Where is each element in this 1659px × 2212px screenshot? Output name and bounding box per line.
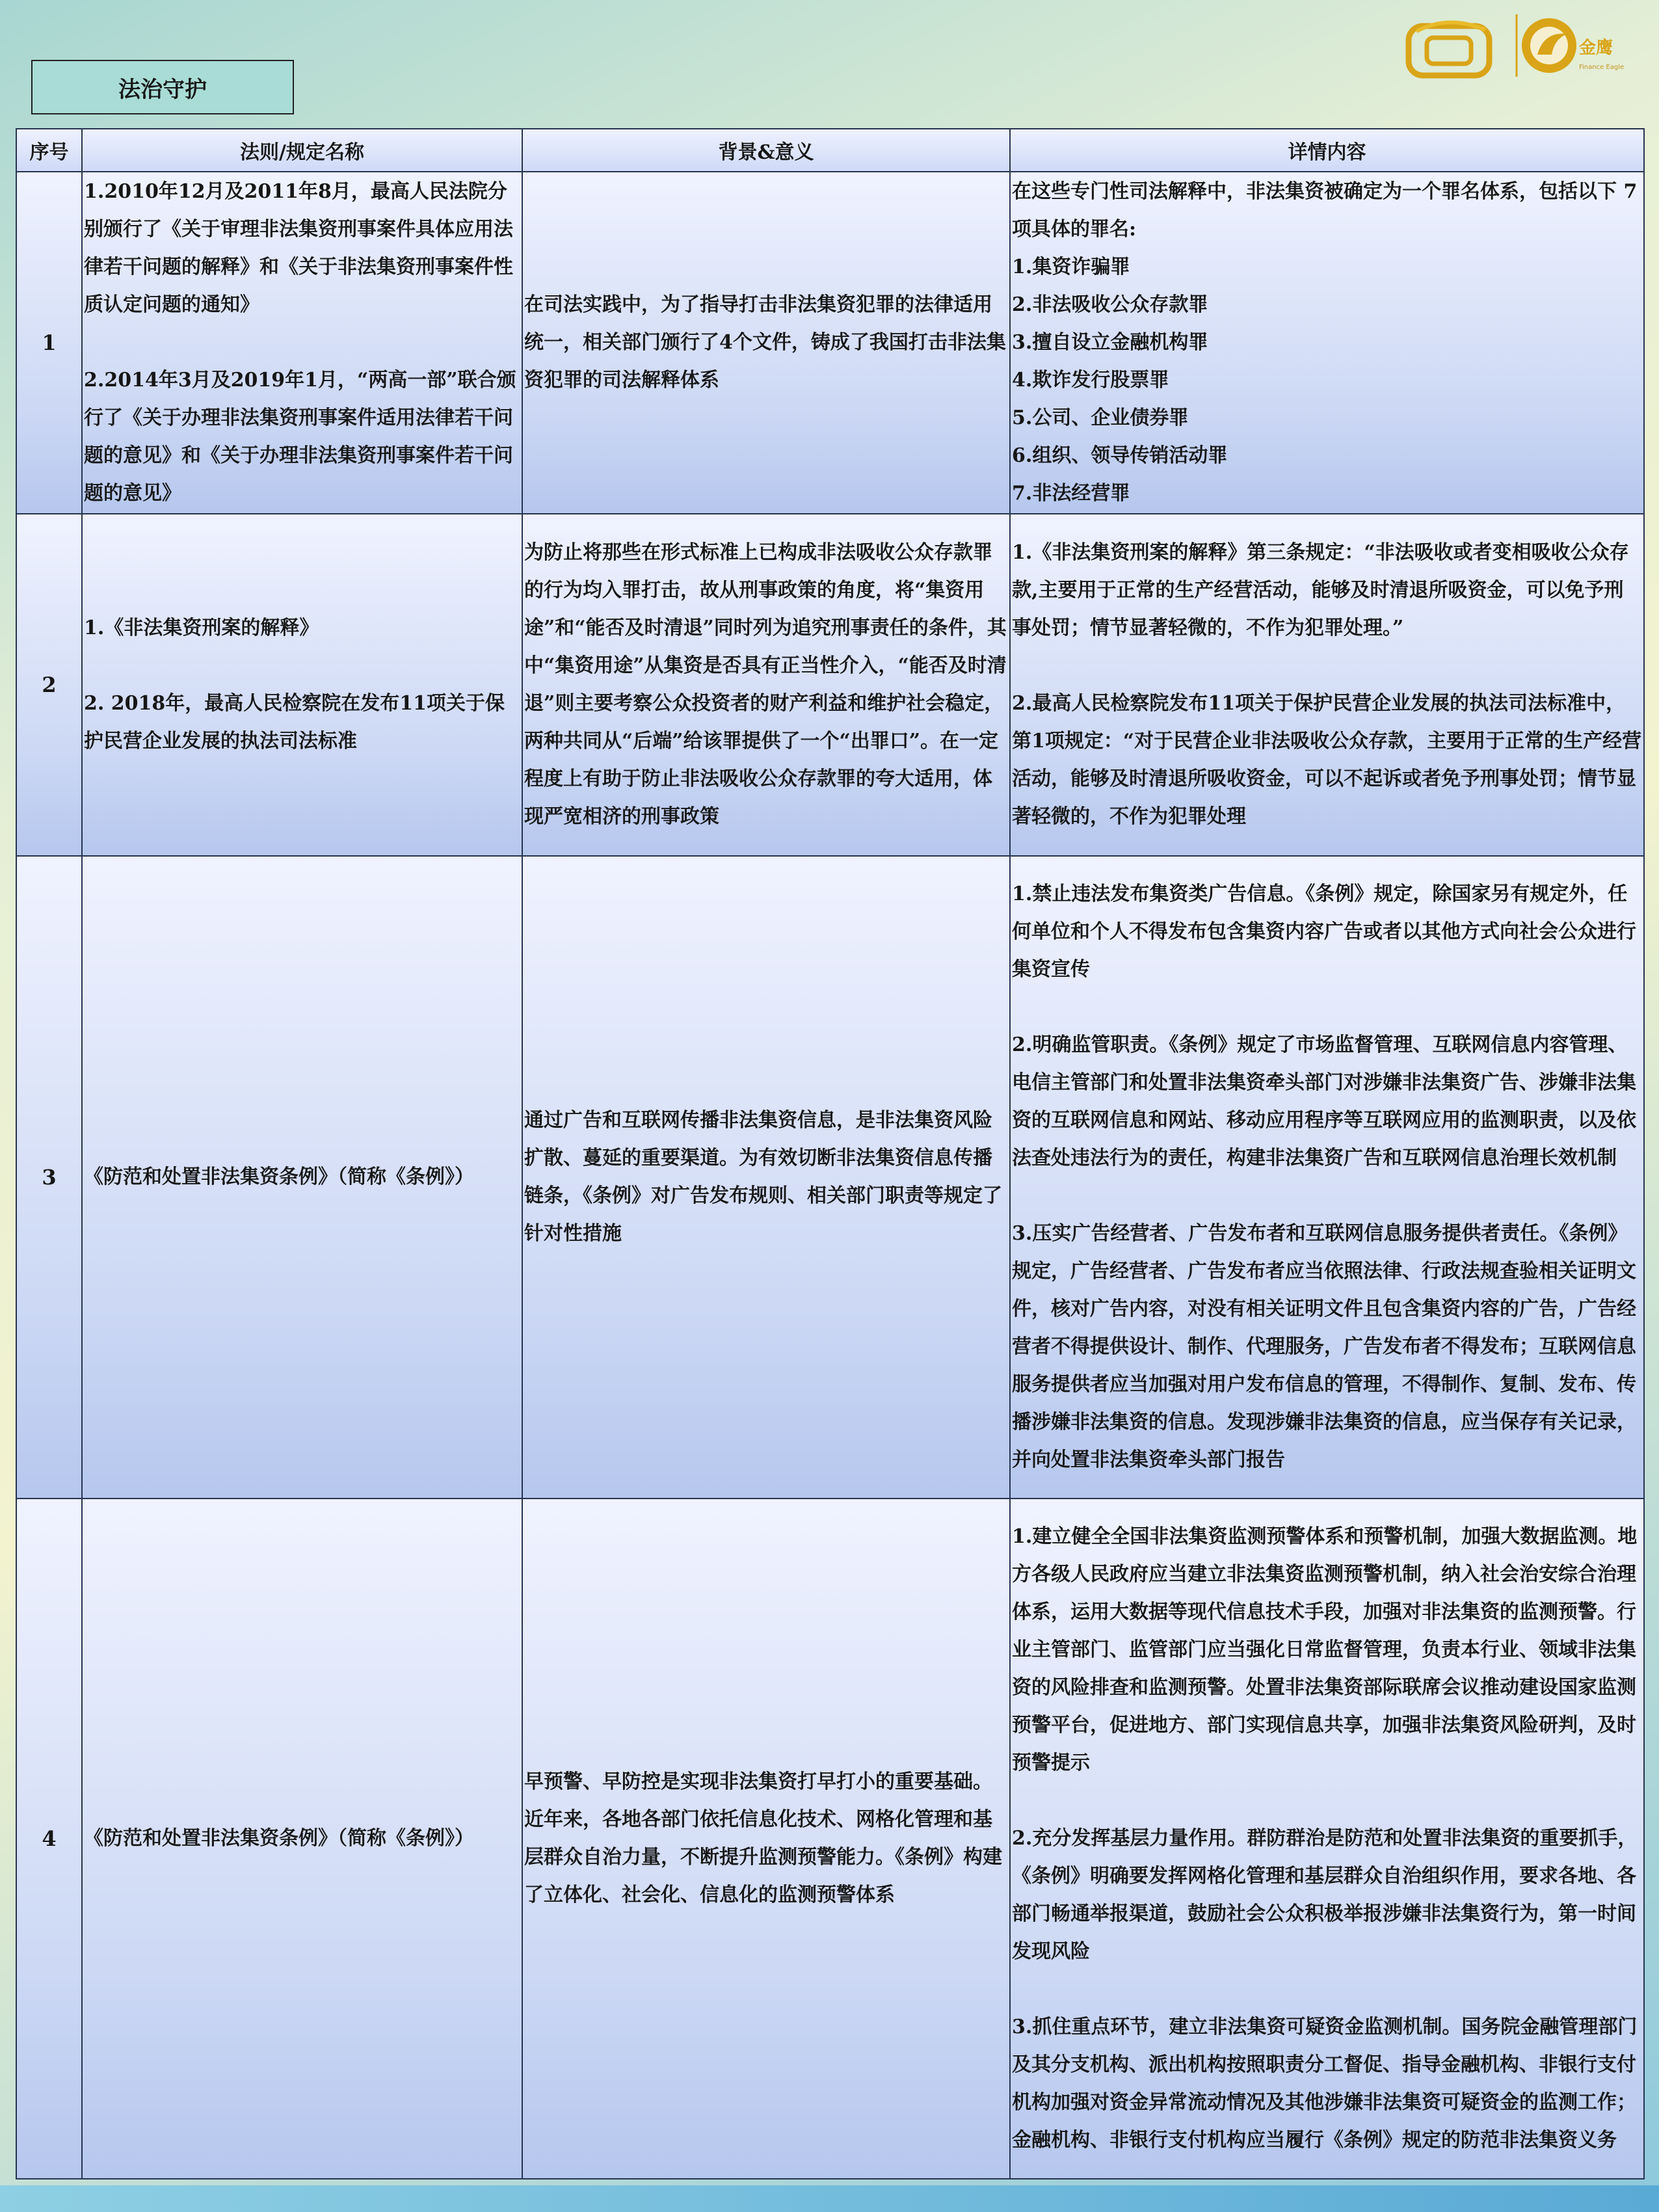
- cell-paragraph: 为防止将那些在形式标准上已构成非法吸收公众存款罪的行为均入罪打击，故从刑事政策的角度，将“集资用途”和“能否及时清退”同时列为追究刑事责任的条件，其中“集资用途”从集资是否具有正当性介入，“能否及时清退”则主要考察公众投资者的财产利益和维护社会稳定，两种共同从“后端”给该罪提供了一个“出罪口”。在一定程度上有助于防止非法吸收公众存款罪的夸大适用，体现严宽相济的刑事政策: [524, 541, 1007, 828]
- law-name-cell: [82, 172, 522, 514]
- law-name-cell: [82, 514, 522, 856]
- details-cell: [1010, 172, 1644, 514]
- details-cell: [1010, 1499, 1644, 2179]
- table-row: [16, 856, 1644, 1499]
- column-header-number: 序号: [16, 129, 82, 172]
- background-cell: [522, 172, 1010, 514]
- detail-line: 5.公司、企业债券罪: [1012, 406, 1189, 429]
- cell-paragraph: 2.充分发挥基层力量作用。群防群治是防范和处置非法集资的重要抓手，《条例》明确要发挥网格化管理和基层群众自治组织作用，要求各地、各部门畅通举报渠道，鼓励社会公众积极举报涉嫌非法集资行为，第一时间发现风险: [1012, 1827, 1638, 1963]
- cell-paragraph: 2. 2018年，最高人民检察院在发布11项关于保护民营企业发展的执法司法标准: [84, 692, 505, 753]
- law-name-cell: [82, 856, 522, 1499]
- detail-line: 2.非法吸收公众存款罪: [1012, 293, 1208, 316]
- law-name-cell: [82, 1499, 522, 2179]
- cell-paragraph: 2.明确监管职责。《条例》规定了市场监督管理、互联网信息内容管理、电信主管部门和处置非法集资牵头部门对涉嫌非法集资广告、涉嫌非法集资的互联网信息和网站、移动应用程序等互联网应用的监测职责，以及依法查处违法行为的责任，构建非法集资广告和互联网信息治理长效机制: [1012, 1033, 1636, 1169]
- regulations-table: [16, 128, 1645, 2179]
- cell-paragraph: 3.压实广告经营者、广告发布者和互联网信息服务提供者责任。《条例》规定，广告经营者、广告发布者应当依照法律、行政法规查验相关证明文件，核对广告内容，对没有相关证明文件且包含集资内容的广告，广告经营者不得提供设计、制作、代理服务，广告发布者不得发布；互联网信息服务提供者应当加强对用户发布信息的管理，不得制作、复制、发布、传播涉嫌非法集资的信息。发现涉嫌非法集资的信息，应当保存有关记录，并向处置非法集资牵头部门报告: [1012, 1222, 1636, 1471]
- table-row: [16, 172, 1644, 514]
- row-number: 3: [16, 856, 82, 1499]
- detail-line: 6.组织、领导传销活动罪: [1012, 444, 1228, 467]
- cell-paragraph: 在司法实践中，为了指导打击非法集资犯罪的法律适用统一，相关部门颁行了4个文件，铸成了我国打击非法集资犯罪的司法解释体系: [524, 293, 1006, 392]
- cell-paragraph: 通过广告和互联网传播非法集资信息，是非法集资风险扩散、蔓延的重要渠道。为有效切断非法集资信息传播链条，《条例》对广告发布规则、相关部门职责等规定了针对性措施: [524, 1109, 1002, 1245]
- table-row: [16, 1499, 1644, 2179]
- logo-group: [1405, 12, 1626, 79]
- cell-paragraph: 1.2010年12月及2011年8月，最高人民法院分别颁行了《关于审理非法集资刑事案件具体应用法律若干问题的解释》和《关于非法集资刑事案件性质认定问题的通知》: [84, 180, 513, 316]
- cell-paragraph: 《防范和处置非法集资条例》（简称《条例》）: [84, 1166, 474, 1188]
- table-row: [16, 514, 1644, 856]
- cell-paragraph: 1.《非法集资刑案的解释》: [84, 617, 319, 639]
- cell-paragraph: 1.禁止违法发布集资类广告信息。《条例》规定，除国家另有规定外，任何单位和个人不得发布包含集资内容广告或者以其他方式向社会公众进行集资宣传: [1012, 883, 1636, 981]
- cell-paragraph: 《防范和处置非法集资条例》（简称《条例》）: [84, 1827, 474, 1850]
- detail-line: 1.集资诈骗罪: [1012, 256, 1130, 278]
- row-number: 4: [16, 1499, 82, 2179]
- eagle-logo-icon: [1522, 18, 1576, 73]
- logo-text-cn: 金鹰: [1579, 38, 1613, 58]
- cell-paragraph: 3.抓住重点环节，建立非法集资可疑资金监测机制。国务院金融管理部门及其分支机构、派出机构按照职责分工督促、指导金融机构、非银行支付机构加强对资金异常流动情况及其他涉嫌非法集资可疑资金的监测工作；金融机构、非银行支付机构应当履行《条例》规定的防范非法集资义务: [1012, 2016, 1638, 2152]
- details-cell: [1010, 856, 1644, 1499]
- details-cell: [1010, 514, 1644, 856]
- detail-line: 4.欺诈发行股票罪: [1012, 369, 1169, 392]
- background-cell: [522, 856, 1010, 1499]
- cell-paragraph: 早预警、早防控是实现非法集资打早打小的重要基础。近年来，各地各部门依托信息化技术、网格化管理和基层群众自治力量，不断提升监测预警能力。《条例》构建了立体化、社会化、信息化的监测预警体系: [524, 1770, 1002, 1906]
- page-title: 法治守护: [31, 60, 294, 114]
- row-number: 2: [16, 514, 82, 856]
- cell-paragraph: 2.最高人民检察院发布11项关于保护民营企业发展的执法司法标准中，第1项规定：“对于民营企业非法吸收公众存款，主要用于正常的生产经营活动，能够及时清退所吸收资金，可以不起诉或者免予刑事处罚；情节显著轻微的，不作为犯罪处理: [1012, 692, 1642, 828]
- logo-text-en: Finance Eagle: [1579, 64, 1625, 71]
- column-header-law-name: 法则/规定名称: [82, 129, 522, 172]
- row-number: 1: [16, 172, 82, 514]
- column-header-details: 详情内容: [1010, 129, 1644, 172]
- background-cell: [522, 1499, 1010, 2179]
- table-header-row: [16, 129, 1644, 172]
- detail-line: 3.擅自设立金融机构罪: [1012, 331, 1208, 354]
- detail-line: 在这些专门性司法解释中，非法集资被确定为一个罪名体系，包括以下 7 项具体的罪名:: [1012, 180, 1638, 241]
- detail-line: 7.非法经营罪: [1012, 482, 1130, 505]
- brand-logo-icon: [1409, 22, 1489, 75]
- cell-paragraph: 1.《非法集资刑案的解释》第三条规定：“非法吸收或者变相吸收公众存款,主要用于正常的生产经营活动，能够及时清退所吸资金，可以免予刑事处罚；情节显著轻微的，不作为犯罪处理。”: [1012, 541, 1629, 639]
- cell-paragraph: 1.建立健全全国非法集资监测预警体系和预警机制，加强大数据监测。地方各级人民政府应当建立非法集资监测预警机制，纳入社会治安综合治理体系，运用大数据等现代信息技术手段，加强对非法集资的监测预警。行业主管部门、监管部门应当强化日常监督管理，负责本行业、领域非法集资的风险排查和监测预警。处置非法集资部际联席会议推动建设国家监测预警平台，促进地方、部门实现信息共享，加强非法集资风险研判，及时预警提示: [1012, 1525, 1638, 1774]
- column-header-background: 背景&意义: [522, 129, 1010, 172]
- cell-paragraph: 2.2014年3月及2019年1月，“两高一部”联合颁行了《关于办理非法集资刑事案件适用法律若干问题的意见》和《关于办理非法集资刑事案件若干问题的意见》: [84, 369, 516, 505]
- background-cell: [522, 514, 1010, 856]
- footer-bar: [0, 2185, 1659, 2212]
